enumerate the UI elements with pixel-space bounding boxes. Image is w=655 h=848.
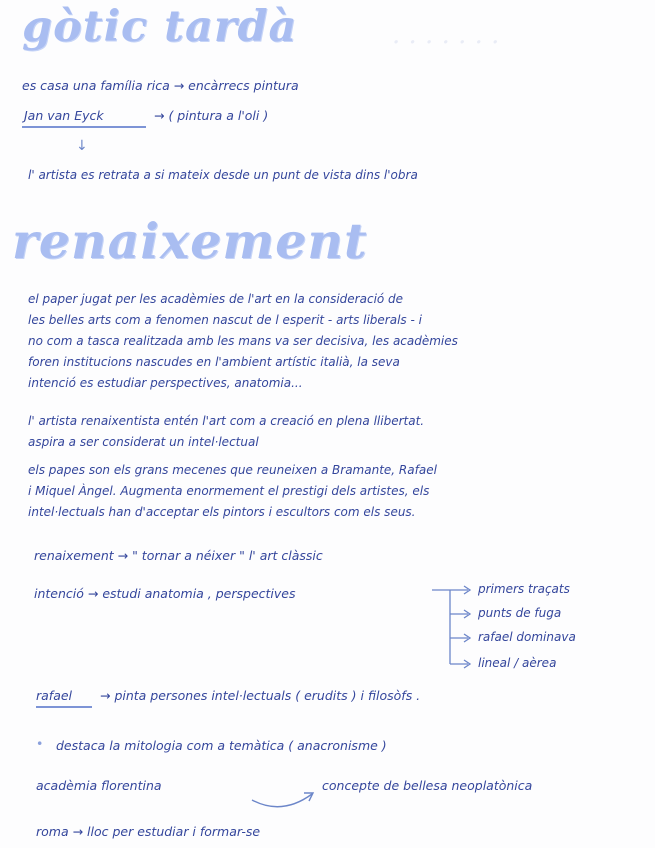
bullet-icon: • (36, 736, 44, 751)
paragraph-line: aspira a ser considerat un intel·lectual (28, 435, 259, 449)
gotic-line-2: → ( pintura a l'oli ) (154, 108, 269, 123)
note-intencio: intenció → estudi anatomia , perspectives (34, 586, 296, 601)
perspectives-item: primers traçats (478, 582, 570, 596)
paragraph-line: intel·lectuals han d'acceptar els pintors i escultors com els seus. (28, 505, 416, 519)
rafael-underline (36, 706, 92, 708)
note-academia: concepte de bellesa neoplatònica (322, 778, 533, 793)
gotic-line-1: es casa una família rica → encàrrecs pintura (22, 78, 299, 93)
note-rafael-label: rafael (36, 688, 73, 703)
heading-renaixement: renaixement (12, 212, 368, 270)
note-academia-label: acadèmia florentina (36, 778, 162, 793)
note-mitologia: destaca la mitologia com a temàtica ( anacronisme ) (56, 738, 387, 753)
arrow-down-icon: ↓ (76, 138, 88, 154)
paragraph-line: i Miquel Àngel. Augmenta enormement el prestigi dels artistes, els (28, 484, 430, 498)
perspectives-item: lineal / aèrea (478, 656, 557, 670)
paragraph-line: el paper jugat per les acadèmies de l'art en la consideració de (28, 292, 404, 306)
bleed-through-decoration: · · · · · · · (392, 28, 500, 58)
paragraph-line: l' artista renaixentista entén l'art com a creació en plena llibertat. (28, 414, 425, 428)
perspectives-item: rafael dominava (478, 630, 576, 644)
note-renaixement-def: renaixement → " tornar a néixer " l' art clàssic (34, 548, 323, 563)
paragraph-line: no com a tasca realitzada amb les mans va ser decisiva, les acadèmies (28, 334, 458, 348)
note-rafael: → pinta persones intel·lectuals ( erudits ) i filosòfs . (100, 688, 421, 703)
gotic-line-3: l' artista es retrata a si mateix desde un punt de vista dins l'obra (28, 168, 418, 182)
paragraph-line: intenció es estudiar perspectives, anatomia... (28, 376, 303, 390)
note-roma: roma → lloc per estudiar i formar-se (36, 824, 261, 839)
gotic-name-jan-van-eyck: Jan van Eyck (24, 108, 104, 123)
paragraph-line: els papes son els grans mecenes que reuneixen a Bramante, Rafael (28, 463, 437, 477)
perspectives-item: punts de fuga (478, 606, 562, 620)
paragraph-line: foren institucions nascudes en l'ambient artístic italià, la seva (28, 355, 400, 369)
paragraph-line: les belles arts com a fenomen nascut de l esperit - arts liberals - i (28, 313, 422, 327)
heading-gotic-tarda: gòtic tardà (22, 2, 298, 52)
